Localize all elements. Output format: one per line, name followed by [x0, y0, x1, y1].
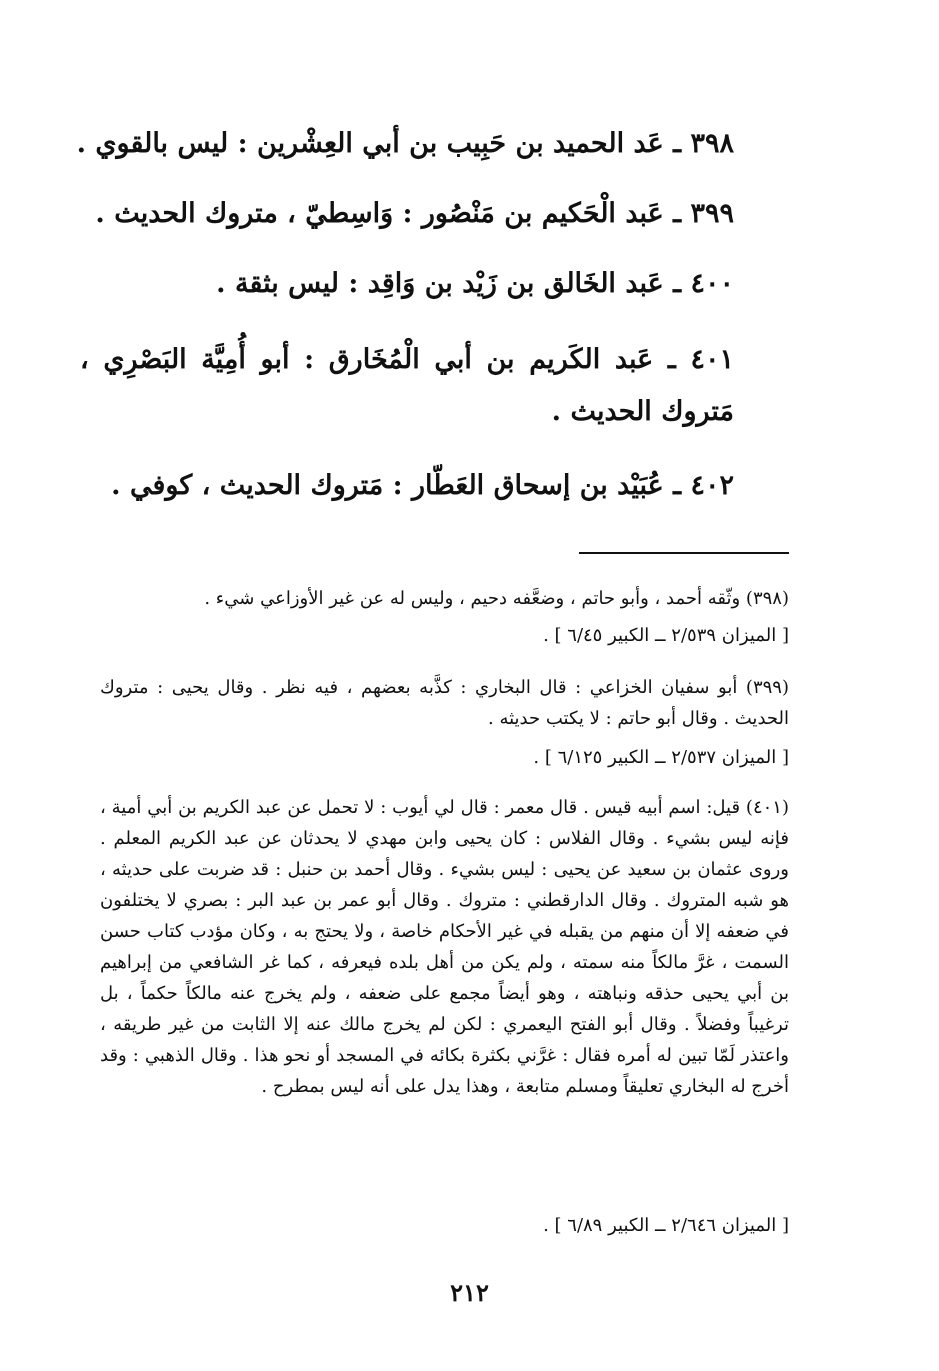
- footnote-398-text: (٣٩٨) وثّقه أحمد ، وأبو حاتم ، وضعَّفه دحيم ، وليس له عن غير الأوزاعي شيء .: [204, 588, 789, 609]
- entry-401: ٤٠١ ـ عَبد الكَريم بن أبي الْمُخَارق : أبو أُمِيَّة البَصْرِي ، مَتروك الحديث .: [80, 344, 734, 427]
- page-number: ٢١٢: [450, 1278, 489, 1307]
- footnote-401-text: (٤٠١) قيل: اسم أبيه قيس . قال معمر : قال لي أيوب : لا تحمل عن عبد الكريم بن أبي أمية ، فإنه ليس بشيء . وقال الفلاس : كان يحيى وابن مهدي لا يحدثان عن عبد الكريم المعلم . وروى عثمان بن سعيد عن يحيى : ليس بشيء . وقال أحمد بن حنبل : قد ضربت على حديثه ، هو شبه المتروك . وقال الدارقطني : متروك . وقال أبو عمر بن عبد البر : بصري لا يختلفون في ضعفه إلا أن منهم من يقبله في غير الأحكام خاصة ، ولا يحتج به ، وكان مؤدب كتاب حسن السمت ، غرَّ مالكاً منه سمته ، ولم يكن من أهل بلده فيعرفه ، كما غر الشافعي من إبراهيم بن أبي يحيى حذقه ونباهته ، وهو أيضاً مجمع على ضعفه ، ولم يخرج عنه مالكاً حكماً ، بل ترغيباً وفضلاً . وقال أبو الفتح اليعمري : لكن لم يخرج مالك عنه إلا الثابت من غير طريقه ، واعتذر لَمّا تبين له أمره فقال : غرَّني بكثرة بكائه في المسجد أو نحو هذا . وقال الذهبي : وقد أخرج له البخاري تعليقاً ومسلم متابعة ، وهذا يدل على أنه ليس بمطرح .: [100, 797, 789, 1097]
- entry-398: ٣٩٨ ـ عَد الحميد بن حَبِيب بن أبي العِشْرين : ليس بالقوي .: [76, 128, 734, 159]
- footnote-401-reference: [ الميزان ٢/٦٤٦ ــ الكبير ٦/٨٩ ] .: [543, 1215, 789, 1236]
- footnote-399-text: (٣٩٩) أبو سفيان الخزاعي : قال البخاري : كذَّبه بعضهم ، فيه نظر . وقال يحيى : متروك الحديث . وقال أبو حاتم : لا يكتب حديثه .: [100, 677, 789, 729]
- footnote-separator: [579, 552, 789, 554]
- entry-399: ٣٩٩ ـ عَبد الْحَكيم بن مَنْصُور : وَاسِطيّ ، متروك الحديث .: [95, 198, 734, 229]
- entry-402: ٤٠٢ ـ عُبَيْد بن إسحاق العَطّار : مَتروك الحديث ، كوفي .: [111, 470, 734, 501]
- footnote-398-reference: [ الميزان ٢/٥٣٩ ــ الكبير ٦/٤٥ ] .: [543, 625, 789, 646]
- entry-400: ٤٠٠ ـ عَبد الخَالق بن زَيْد بن وَاقِد : ليس بثقة .: [216, 268, 734, 299]
- footnote-399-reference: [ الميزان ٢/٥٣٧ ــ الكبير ٦/١٢٥ ] .: [533, 747, 789, 768]
